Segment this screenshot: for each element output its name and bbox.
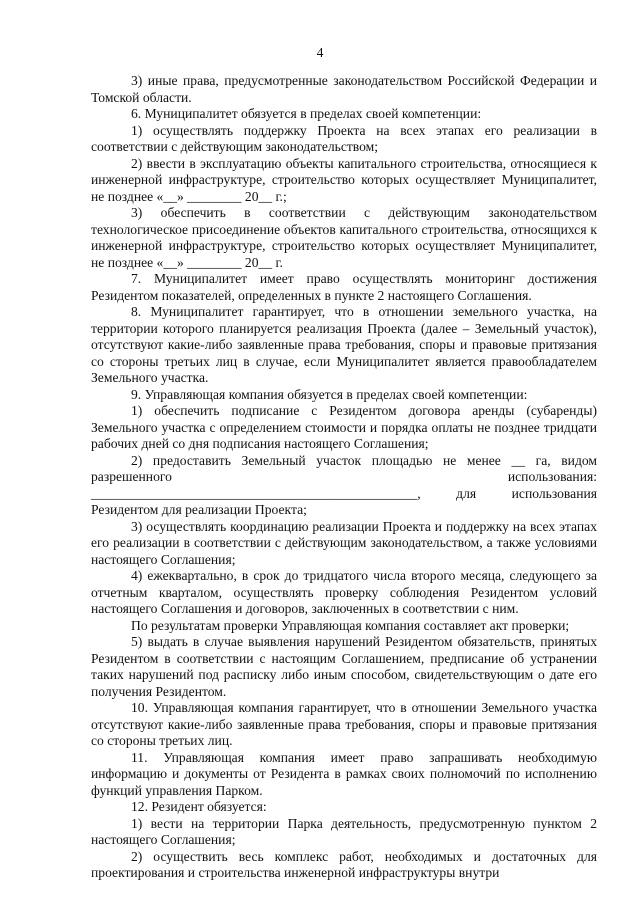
paragraph-7: 7. Муниципалитет имеет право осуществлять мониторинг достижения Резидентом показателей, определенных в пункте 2 настоящего Соглашения. (91, 271, 597, 303)
paragraph-9-5: 5) выдать в случае выявления нарушений Резидентом обязательств, принятых Резидентом в соответствии с настоящим Соглашением, предписание об устранении таких нарушений под расписку либо иным способом, свидетельствующим о дате его получения Резидентом. (91, 634, 597, 699)
paragraph-10: 10. Управляющая компания гарантирует, что в отношении Земельного участка отсутствуют какие-либо заявленные права требования, споры и правовые притязания со стороны третьих лиц. (91, 700, 597, 748)
paragraph-12-2: 2) осуществить весь комплекс работ, необходимых и достаточных для проектирования и строительства инженерной инфраструктуры внутри (91, 848, 597, 880)
paragraph-3-other-rights: 3) иные права, предусмотренные законодательством Российской Федерации и Томской области. (91, 73, 597, 105)
paragraph-6-heading: 6. Муниципалитет обязуется в пределах своей компетенции: (131, 106, 482, 121)
paragraph-12-heading: 12. Резидент обязуется: (131, 799, 267, 814)
page-number: 4 (316, 45, 324, 60)
paragraph-9-1: 1) обеспечить подписание с Резидентом договора аренды (субаренды) Земельного участка с определением стоимости и порядка оплаты не позднее тридцати рабочих дней со дня подписания настоящего Соглашения; (91, 403, 597, 451)
paragraph-11: 11. Управляющая компания имеет право запрашивать необходимую информацию и документы от Резидента в рамках своих полномочий по исполнению функций управления Парком. (91, 749, 597, 798)
paragraph-8: 8. Муниципалитет гарантирует, что в отношении земельного участка, на территории которого планируется реализация Проекта (далее – Земельный участок), отсутствуют какие-либо заявленные права требования, споры и правовые притязания со стороны третьих лиц в случае, если Муниципалитет является правообладателем Земельного участка. (91, 304, 597, 385)
paragraph-9-2: 2) предоставить Земельный участок площадью не менее __ га, видом разрешенного использования: ________________________________________________, для использования Резидентом для реализации Проекта; (91, 452, 597, 517)
paragraph-9-3: 3) осуществлять координацию реализации Проекта и поддержку на всех этапах его реализации в соответствии с действующим законодательством, а также условиями настоящего Соглашения; (91, 518, 597, 567)
paragraph-9-4: 4) ежеквартально, в срок до тридцатого числа второго месяца, следующего за отчетным кварталом, осуществлять проверку соблюдения Резидентом условий настоящего Соглашения и договоров, заключенных в соответствии с ним. (91, 568, 597, 616)
paragraph-6-2: 2) ввести в эксплуатацию объекты капитального строительства, относящиеся к инженерной инфраструктуре, строительство которых осуществляет Муниципалитет, не позднее «__» ________ 20__ г.; (91, 155, 597, 204)
document-body (91, 73, 597, 882)
paragraph-6-3: 3) обеспечить в соответствии с действующим законодательством технологическое присоединение объектов капитального строительства, относящихся к инженерной инфраструктуре, строительство которых осуществляет Муниципалитет, не позднее «__» ________ 20__ г. (91, 205, 597, 270)
paragraph-9-4-note: По результатам проверки Управляющая компания составляет акт проверки; (131, 617, 570, 633)
paragraph-12-1: 1) вести на территории Парка деятельность, предусмотренную пунктом 2 настоящего Соглашения; (91, 815, 597, 847)
paragraph-9-heading: 9. Управляющая компания обязуется в пределах своей компетенции: (131, 386, 528, 402)
paragraph-6-1: 1) осуществлять поддержку Проекта на всех этапах его реализации в соответствии с действующим законодательством; (91, 122, 597, 154)
